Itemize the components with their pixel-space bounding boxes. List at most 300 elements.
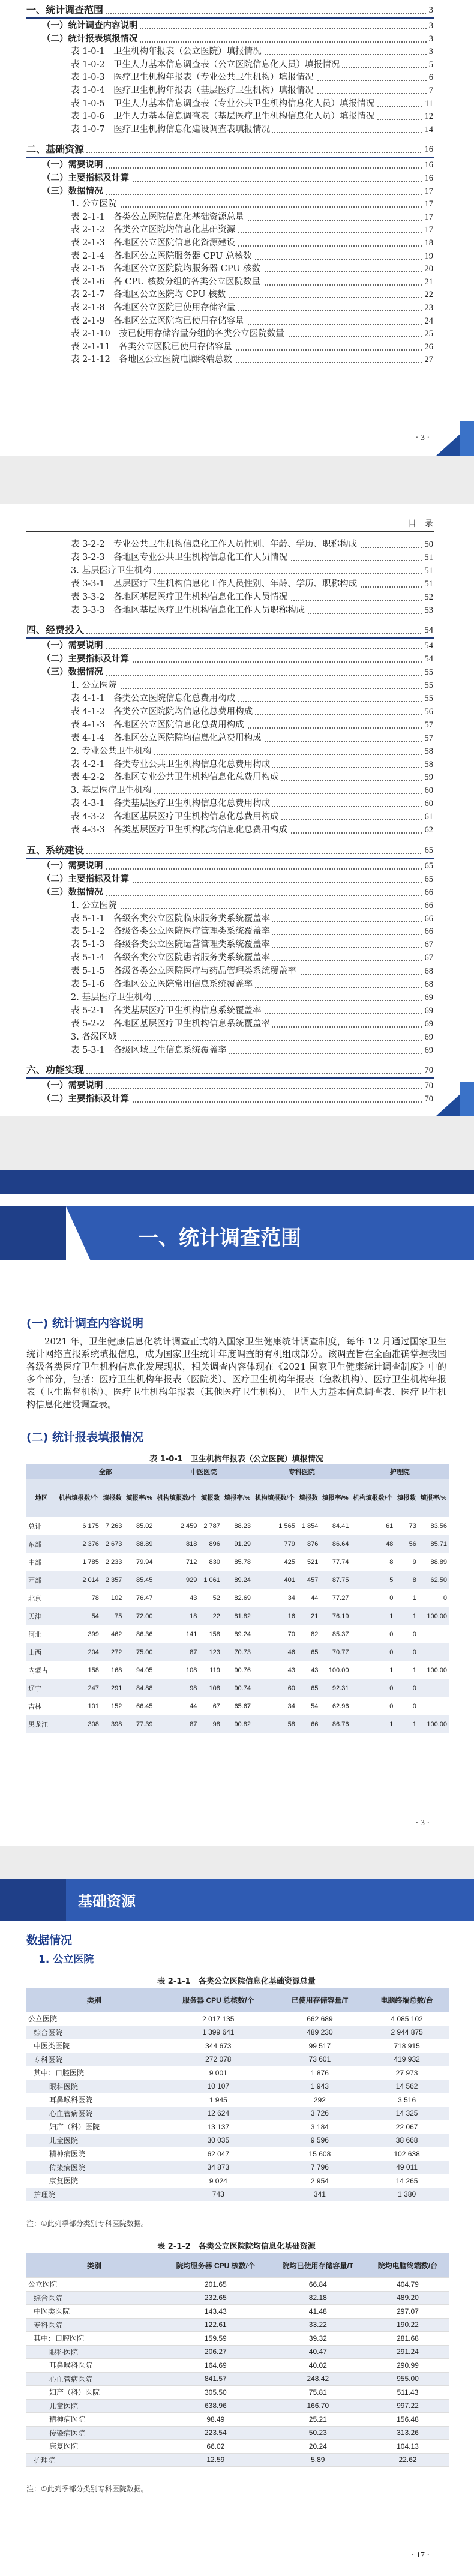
toc-entry[interactable] [0,900,474,911]
table-cell [418,1643,449,1661]
toc-text: 表 4-1-2 各类公立医院院均信息化总费用构成 [71,706,255,717]
table-row [26,2291,449,2305]
column-header: 地区 [26,1479,56,1517]
table-cell: 85.78 [222,1553,253,1571]
toc-page: 68 [422,979,434,990]
table-caption: 表 1-0-1 卫生机构年报表（公立医院）填报情况 [149,1455,323,1464]
toc-page: 69 [422,1032,434,1043]
toc-page: 69 [422,1019,434,1029]
toc-entry[interactable] [0,1019,474,1029]
chapter-rule [26,17,434,19]
toc-page: 65 [422,861,434,871]
table-cell: 中医类医院 [26,2305,162,2319]
toc-entry[interactable] [0,59,474,70]
group-header-cell [26,1464,56,1479]
toc-entry[interactable] [0,579,474,589]
toc-section[interactable] [0,874,474,885]
toc-page: 16 [422,173,434,184]
table-cell: 101 [56,1697,101,1715]
toc-entry[interactable] [0,289,474,300]
toc-entry[interactable] [0,277,474,287]
table-cell: 308 [56,1715,101,1733]
toc-leader-dots [71,688,431,689]
column-header: 填报数 [395,1479,418,1517]
toc-entry[interactable] [0,1032,474,1043]
column-header: 院均电脑终端数/台 [367,2253,449,2278]
table-cell: 12.59 [162,2453,269,2467]
toc-text: 表 1-0-7 医疗卫生机构信息化建设调查表填报情况 [71,124,272,135]
table-cell: 876 [297,1535,320,1553]
table-cell: 1 061 [199,1571,222,1589]
toc-text: 表 2-1-3 各地区公立医院信息化资源建设 [71,238,238,248]
toc-entry[interactable] [0,111,474,122]
table-cell: 457 [297,1571,320,1589]
toc-page: 25 [422,328,434,339]
group-header-cell: 专科医院 [253,1464,350,1479]
table-cell: 419 932 [365,2053,449,2066]
band-left-accent [0,1879,66,1921]
table-cell: 100.00 [418,1607,449,1625]
table-cell: 88.89 [124,1535,154,1553]
toc-entry[interactable] [0,733,474,744]
toc-page: 21 [422,277,434,287]
toc-page: 55 [422,693,434,704]
toc-entry[interactable] [0,746,474,757]
table-cell: 9 [395,1553,418,1571]
running-header: 目 录 [408,519,433,529]
table-cell: 78 [56,1589,101,1607]
table-cell: 0 [418,1589,449,1607]
table-cell: 2 673 [101,1535,124,1553]
table-cell: 12 624 [162,2107,275,2120]
table-cell: 黑龙江 [26,1715,56,1733]
toc-section[interactable] [0,34,474,44]
table-cell: 122.61 [162,2318,269,2332]
toc-entry[interactable] [0,785,474,796]
table-cell: 3 726 [275,2107,365,2120]
toc-entry[interactable] [0,926,474,937]
toc-text: 1. 公立医院 [71,199,119,209]
table-cell: 9 596 [275,2134,365,2147]
toc-entry[interactable] [0,46,474,57]
toc-text: 二、基础资源 [26,144,86,155]
toc-entry[interactable] [0,251,474,262]
table-cell: 精神病医院 [26,2147,162,2161]
chapter-title: 一、统计调查范围 [138,1226,301,1250]
table-cell: 72.00 [124,1607,154,1625]
toc-page: 16 [422,144,434,155]
toc-page: 17 [422,224,434,235]
table-cell: 85.71 [418,1535,449,1553]
toc-entry[interactable] [0,680,474,691]
toc-entry[interactable] [0,1005,474,1016]
table-row [26,2066,449,2080]
table-cell: 90.74 [222,1679,253,1697]
table-cell: 83.56 [418,1517,449,1535]
table-cell: 81.82 [222,1607,253,1625]
chapter-rule [26,1077,434,1079]
table-cell: 997.22 [367,2399,449,2413]
table-cell: 66 [297,1715,320,1733]
table-cell: 1 854 [297,1517,320,1535]
toc-chapter[interactable] [0,845,474,856]
column-header: 填报率/% [222,1479,253,1517]
toc-page: 17 [422,212,434,223]
table-cell: 1 [350,1607,395,1625]
table-cell: 2 376 [56,1535,101,1553]
toc-text: 表 3-3-3 各地区基层医疗卫生机构信息化工作人员职称构成 [71,605,307,616]
toc-page: 3 [427,34,433,44]
toc-entry[interactable] [0,238,474,248]
table-cell: 21 [297,1607,320,1625]
toc-page: 7 [427,85,433,96]
table-cell: 91.29 [222,1535,253,1553]
table-row [26,2305,449,2319]
table-cell: 0 [395,1679,418,1697]
chapter-2-page [0,1879,474,2576]
toc-text: 六、功能实现 [26,1065,86,1076]
toc-page: 68 [422,966,434,977]
column-header: 填报率/% [418,1479,449,1517]
table-cell: 0 [350,1643,395,1661]
table-cell: 955.00 [367,2372,449,2386]
table-cell: 86.64 [320,1535,350,1553]
table-cell [418,1679,449,1697]
toc-text: 表 2-1-5 各地区公立医院院均服务器 CPU 核数 [71,263,263,274]
toc-page: 56 [422,706,434,717]
table-1-0-1 [26,1464,449,1733]
table-cell: 25.21 [269,2413,367,2427]
table-row [26,2372,449,2386]
table-row [26,1535,449,1553]
toc-entry[interactable] [0,811,474,822]
toc-text: 表 3-3-2 各地区基层医疗卫生机构信息化工作人员情况 [71,592,290,603]
table-cell: 河北 [26,1625,56,1643]
table-cell: 89.24 [222,1625,253,1643]
toc-leader-dots [26,633,431,634]
table-cell: 44 [154,1697,199,1715]
table-cell: 0 [350,1679,395,1697]
page-number: · 3 · [415,1819,430,1828]
toc-page: 27 [422,354,434,365]
toc-text: 表 2-1-1 各类公立医院信息化基础资源总量 [71,212,247,223]
toc-text: 3. 各级区域 [71,1032,119,1043]
toc-entry[interactable] [0,798,474,809]
table-cell: 712 [154,1553,199,1571]
toc-entry[interactable] [0,263,474,274]
toc-chapter[interactable] [0,1065,474,1076]
table-cell: 2 357 [101,1571,124,1589]
toc-entry[interactable] [0,979,474,990]
toc-entry[interactable] [0,328,474,339]
table-cell: 718 915 [365,2039,449,2053]
toc-entry[interactable] [0,759,474,770]
table-cell: 61 [350,1517,395,1535]
toc-entry[interactable] [0,565,474,576]
toc-page: 51 [422,579,434,589]
table-cell: 1 [395,1715,418,1733]
table-cell: 康复医院 [26,2440,162,2454]
table-cell: 3 184 [275,2120,365,2134]
table-cell: 247 [56,1679,101,1697]
table-cell: 60 [253,1679,297,1697]
table-cell: 40.02 [269,2359,367,2373]
toc-chapter[interactable] [0,144,474,155]
table-cell: 87 [154,1715,199,1733]
toc-text: 表 1-0-6 卫生人力基本信息调查表（基层医疗卫生机构信息化人员）填报情况 [71,111,377,122]
table-cell: 其中：口腔医院 [26,2066,162,2080]
table-cell: 10 107 [162,2080,275,2093]
toc-entry[interactable] [0,98,474,109]
toc-entry[interactable] [0,592,474,603]
toc-entry[interactable] [0,720,474,730]
table-cell: 1 380 [365,2188,449,2201]
table-row [26,2318,449,2332]
table-cell: 其中：口腔医院 [26,2332,162,2346]
toc-text: 表 5-1-5 各级各类公立医院医疗与药品管理类系统覆盖率 [71,966,299,977]
toc-text: （一）需要说明 [42,160,106,170]
section-heading-1: (一) 统计调查内容说明 [26,1317,143,1330]
toc-page: 54 [422,640,434,651]
corner-stripe [460,1082,474,1116]
table-2-1-2 [26,2253,449,2467]
column-header: 机构填报数/个 [56,1479,101,1517]
table-cell: 166.70 [269,2399,367,2413]
toc-page: 65 [422,845,434,856]
toc-text: 五、系统建设 [26,845,86,856]
toc-entry[interactable] [0,693,474,704]
table-row [26,2174,449,2188]
table-cell: 75.00 [124,1643,154,1661]
toc-text: 表 2-1-2 各类公立医院均信息化基础资源 [71,224,238,235]
toc-entry[interactable] [0,224,474,235]
table-cell: 190.22 [367,2318,449,2332]
table-cell: 830 [199,1553,222,1571]
toc-text: （二）主要指标及计算 [42,173,131,184]
table-cell: 143.43 [162,2305,269,2319]
toc-page: 69 [422,992,434,1003]
toc-text: 表 5-1-2 各级各类公立医院医疗管理类系统覆盖率 [71,926,272,937]
table-cell: 158 [199,1625,222,1643]
toc-entry[interactable] [0,605,474,616]
toc-entry[interactable] [0,212,474,223]
table-cell: 67 [199,1697,222,1715]
subsection-heading: 1. 公立医院 [38,1954,94,1966]
toc-text: （二）主要指标及计算 [42,654,131,664]
table-cell: 41.48 [269,2305,367,2319]
toc-section[interactable] [0,160,474,170]
toc-entry[interactable] [0,825,474,835]
toc-entry[interactable] [0,992,474,1003]
table-cell: 489.20 [367,2291,449,2305]
table-cell [418,1625,449,1643]
toc-page: 65 [422,874,434,885]
toc-text: 表 5-1-4 各级各类公立医院患者服务类系统覆盖率 [71,952,272,963]
table-row [26,2134,449,2147]
table-cell: 43 [154,1589,199,1607]
column-header: 电脑终端总数/台 [365,1988,449,2012]
toc-entry[interactable] [0,939,474,950]
group-header-cell: 护理院 [350,1464,449,1479]
table-cell: 康复医院 [26,2174,162,2188]
toc-section[interactable] [0,654,474,664]
table-row [26,2147,449,2161]
table-cell: 76.47 [124,1589,154,1607]
table-row [26,2039,449,2053]
toc-entry[interactable] [0,302,474,313]
toc-section[interactable] [0,887,474,898]
toc-page: 18 [422,238,434,248]
table-row [26,2161,449,2174]
table-cell: 综合医院 [26,2026,162,2039]
toc-text: 表 5-2-1 各类基层医疗卫生机构信息系统覆盖率 [71,1005,264,1016]
table-cell: 77.39 [124,1715,154,1733]
table-cell: 65 [297,1643,320,1661]
table-cell: 123 [199,1643,222,1661]
table-cell: 399 [56,1625,101,1643]
toc-section[interactable] [0,640,474,651]
toc-entry[interactable] [0,342,474,352]
toc-entry[interactable] [0,966,474,977]
table-cell: 0 [395,1625,418,1643]
toc-text: 表 5-1-3 各级各类公立医院运营管理类系统覆盖率 [71,939,272,950]
toc-entry[interactable] [0,772,474,783]
table-cell: 39.32 [269,2332,367,2346]
table-cell: 70 [253,1625,297,1643]
column-header: 服务器 CPU 总核数/个 [162,1988,275,2012]
table-cell: 425 [253,1553,297,1571]
toc-page: 12 [422,111,434,122]
column-header: 类别 [26,2253,162,2278]
toc-text: （三）数据情况 [42,887,106,898]
toc-entry[interactable] [0,199,474,209]
column-header: 院均服务器 CPU 核数/个 [162,2253,269,2278]
table-cell: 401 [253,1571,297,1589]
table-cell: 44 [297,1589,320,1607]
table-cell: 743 [162,2188,275,2201]
table-cell: 84.88 [124,1679,154,1697]
column-header: 填报数 [297,1479,320,1517]
table-cell: 1 945 [162,2093,275,2107]
table-cell: 66.02 [162,2440,269,2454]
toc-page: 59 [422,772,434,783]
table-row [26,2453,449,2467]
toc-entry[interactable] [0,913,474,924]
toc-section[interactable] [0,861,474,871]
table-cell: 50.23 [269,2426,367,2440]
table-cell: 2 233 [101,1553,124,1571]
toc-page: 70 [422,1065,434,1076]
table-cell: 吉林 [26,1697,56,1715]
table-cell: 5.89 [269,2453,367,2467]
table-cell: 73 [395,1517,418,1535]
toc-text: 表 2-1-8 各地区公立医院已使用存储容量 [71,302,238,313]
column-header: 机构填报数/个 [154,1479,199,1517]
table-cell: 7 796 [275,2161,365,2174]
toc-page: 67 [422,939,434,950]
table-cell: 3 516 [365,2093,449,2107]
toc-entry[interactable] [0,85,474,96]
table-cell: 89.24 [222,1571,253,1589]
toc-page-2 [0,504,474,1116]
toc-entry[interactable] [0,354,474,365]
table-row [26,2359,449,2373]
toc-section[interactable] [0,173,474,184]
toc-text: 表 2-1-11 各类公立医院已使用存储容量 [71,342,235,352]
toc-entry[interactable] [0,316,474,327]
table-cell: 耳鼻喉科医院 [26,2359,162,2373]
toc-entry[interactable] [0,1045,474,1056]
table-cell: 489 230 [275,2026,365,2039]
table-cell: 841.57 [162,2372,269,2386]
table-cell: 108 [199,1679,222,1697]
table-cell: 98 [199,1715,222,1733]
toc-entry[interactable] [0,124,474,135]
toc-entry[interactable] [0,539,474,550]
table-cell: 223.54 [162,2426,269,2440]
table-cell: 511.43 [367,2386,449,2400]
table-cell: 公立医院 [26,2278,162,2292]
toc-page: 61 [422,811,434,822]
table-cell: 158 [56,1661,101,1679]
toc-text: （三）数据情况 [42,186,106,197]
table-cell: 妇产（科）医院 [26,2386,162,2400]
toc-entry[interactable] [0,706,474,717]
table-cell: 86.76 [320,1715,350,1733]
toc-text: 表 2-1-9 各地区公立医院均已使用存储容量 [71,316,247,327]
table-cell: 85.45 [124,1571,154,1589]
toc-entry[interactable] [0,552,474,563]
table-cell: 1 565 [253,1517,297,1535]
table-cell: 88.23 [222,1517,253,1535]
table-cell: 779 [253,1535,297,1553]
table-caption-2: 表 2-1-2 各类公立医院院均信息化基础资源 [157,2242,316,2251]
table-cell: 天津 [26,1607,56,1625]
toc-chapter[interactable] [0,625,474,636]
table-cell: 眼科医院 [26,2345,162,2359]
table-cell: 65 [297,1679,320,1697]
table-cell: 30 035 [162,2134,275,2147]
toc-page: 53 [422,605,434,616]
table-cell: 62 047 [162,2147,275,2161]
toc-text: 表 4-2-2 各地区专业公共卫生机构信息化总费用构成 [71,772,281,783]
table-cell: 87.75 [320,1571,350,1589]
table-cell: 2 014 [56,1571,101,1589]
toc-entry[interactable] [0,72,474,83]
toc-section[interactable] [0,667,474,678]
table-cell: 8 [395,1571,418,1589]
table-cell: 70.77 [320,1643,350,1661]
toc-page: 60 [422,798,434,809]
table-cell: 84.41 [320,1517,350,1535]
toc-section[interactable] [0,1080,474,1091]
toc-entry[interactable] [0,952,474,963]
table-cell: 662 689 [275,2012,365,2026]
table-cell: 62.96 [320,1697,350,1715]
toc-page: 52 [422,592,434,603]
toc-section[interactable] [0,1094,474,1104]
table-cell: 辽宁 [26,1679,56,1697]
table-cell: 27 973 [365,2066,449,2080]
toc-section[interactable] [0,186,474,197]
toc-section[interactable] [0,20,474,31]
toc-text: 表 5-2-2 各地区基层医疗卫生机构信息系统覆盖率 [71,1019,272,1029]
table-cell: 西部 [26,1571,56,1589]
table-cell: 204 [56,1643,101,1661]
toc-chapter[interactable] [0,5,474,16]
toc-page: 23 [422,302,434,313]
table-cell: 传染病医院 [26,2161,162,2174]
